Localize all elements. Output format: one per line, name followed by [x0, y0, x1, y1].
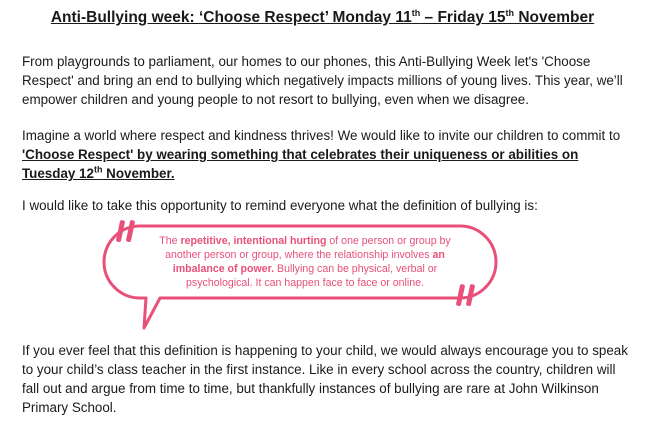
closing-paragraph: If you ever feel that this definition is happening to your child, we would always encourage you to speak to your child’s class teacher in the first instance. Like in every school across the country, children will fall out and argue from time to time, but thankfully instances of bullying are rare at John Wilkinson Primary School. — [22, 343, 628, 415]
bullying-definition: The repetitive, intentional hurting of one person or group by another person or group, where the relationship involves an imbalance of power. Bullying can be physical, verbal or psychological. It can happen face to face or online. — [159, 235, 451, 289]
page-title: Anti-Bullying week: ‘Choose Respect’ Monday 11th – Friday 15th November — [50, 7, 595, 26]
invite-paragraph: Imagine a world where respect and kindness thrives! We would like to invite our children to commit to 'Choose Respect' by wearing something that celebrates their uniqueness or abilities on Tuesday 12th November. — [22, 128, 621, 181]
invite-highlight: 'Choose Respect' by wearing something that celebrates their uniqueness or abilities on Tuesday 12th November. — [22, 147, 579, 181]
reminder-paragraph: I would like to take this opportunity to remind everyone what the definition of bullying is: — [22, 198, 538, 213]
intro-paragraph: From playgrounds to parliament, our homes to our phones, this Anti-Bullying Week let's 'Choose Respect' and bring an end to bullying which negatively impacts millions of young lives. This year, we’ll empower children and young people to not resort to bullying, even when we disagree. — [22, 54, 623, 107]
quote-mark-left-icon — [116, 220, 135, 243]
